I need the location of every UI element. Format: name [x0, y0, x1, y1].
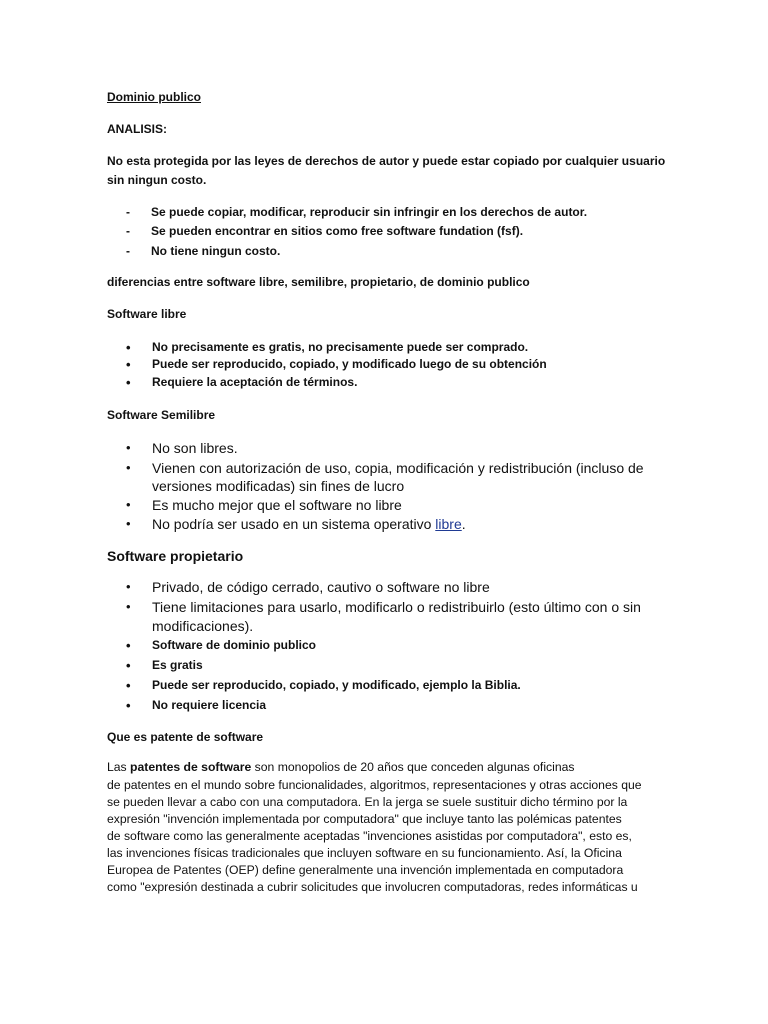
bullet-marker: •	[126, 678, 131, 693]
dominio-item-text: Puede ser reproducido, copiado, y modificado, ejemplo la Biblia.	[152, 678, 521, 692]
libre-item-text: Puede ser reproducido, copiado, y modificado luego de su obtención	[152, 357, 547, 371]
bullet-marker: •	[126, 516, 131, 531]
dominio-item-text: No requiere licencia	[152, 698, 267, 712]
semilibre-item-text: Es mucho mejor que el software no libre	[152, 497, 402, 513]
bullet-marker: •	[126, 357, 131, 372]
bullet-marker: •	[126, 658, 131, 673]
analysis-heading: ANALISIS:	[107, 122, 167, 136]
dominio-item-text: Es gratis	[152, 658, 203, 672]
semilibre-item-text: No son libres.	[152, 440, 238, 456]
dash-item-text: No tiene ningun costo.	[151, 244, 281, 258]
semilibre-item-text: No podría ser usado en un sistema operativo	[152, 516, 436, 532]
patente-line: las invenciones físicas tradicionales que incluyen software en su funcionamiento. Así, la Oficina	[107, 846, 622, 860]
intro-line-2: sin ningun costo.	[107, 173, 207, 187]
propietario-heading: Software propietario	[107, 548, 244, 564]
patente-start: Las	[107, 760, 131, 774]
patente-line: Europea de Patentes (OEP) define generalmente una invención implementada en computadora	[107, 863, 624, 877]
bullet-marker: •	[126, 599, 131, 614]
patente-heading: Que es patente de software	[107, 730, 264, 744]
differences-heading: diferencias entre software libre, semilibre, propietario, de dominio publico	[107, 275, 530, 289]
libre-item-text: Requiere la aceptación de términos.	[152, 375, 358, 389]
patente-bold-term: patentes de software	[130, 760, 252, 774]
dash-marker: -	[126, 224, 130, 238]
libre-heading: Software libre	[107, 307, 187, 321]
semilibre-item-text: Vienen con autorización de uso, copia, modificación y redistribución (incluso de	[152, 460, 644, 476]
libre-link[interactable]: libre	[435, 516, 462, 532]
bullet-marker: •	[126, 460, 131, 475]
dash-marker: -	[126, 244, 130, 258]
libre-item-text: No precisamente es gratis, no precisamente puede ser comprado.	[152, 340, 529, 354]
dash-item-text: Se pueden encontrar en sitios como free software fundation (fsf).	[151, 224, 524, 238]
semilibre-heading: Software Semilibre	[107, 408, 216, 422]
dominio-item-text: Software de dominio publico	[152, 638, 317, 652]
semilibre-item-text: versiones modificadas) sin fines de lucro	[152, 478, 405, 494]
patente-first-line	[107, 760, 574, 774]
bullet-marker: •	[126, 698, 131, 713]
bullet-marker: •	[126, 579, 131, 594]
intro-line-1: No esta protegida por las leyes de derechos de autor y puede estar copiado por cualquier usuario	[107, 154, 666, 168]
patente-line: se pueden llevar a cabo con una computadora. En la jerga se suele sustituir dicho término por la	[107, 795, 628, 809]
document-title: Dominio publico	[107, 90, 201, 104]
dash-item-text: Se puede copiar, modificar, reproducir sin infringir en los derechos de autor.	[151, 205, 588, 219]
propietario-item-text: Privado, de código cerrado, cautivo o software no libre	[152, 579, 490, 595]
patente-rest: son monopolios de 20 años que conceden algunas oficinas	[251, 760, 575, 774]
bullet-marker: •	[126, 638, 131, 653]
bullet-marker: •	[126, 375, 131, 390]
patente-line: expresión "invención implementada por computadora" que incluye tanto las polémicas patentes	[107, 812, 622, 826]
bullet-marker: •	[126, 440, 131, 455]
patente-line: de patentes en el mundo sobre funcionalidades, algoritmos, representaciones y otras acciones que	[107, 778, 642, 792]
link-period: .	[461, 516, 466, 532]
bullet-marker: •	[126, 497, 131, 512]
patente-line: como "expresión destinada a cubrir solicitudes que involucren computadoras, redes informáticas u	[107, 880, 638, 894]
patente-line: de software como las generalmente aceptadas "invenciones asistidas por computadora", esto es,	[107, 829, 632, 843]
bullet-marker: •	[126, 340, 131, 355]
semilibre-item-text-with-link	[152, 516, 466, 532]
dash-marker: -	[126, 205, 130, 219]
propietario-item-text: Tiene limitaciones para usarlo, modificarlo o redistribuirlo (esto último con o sin	[152, 599, 641, 615]
propietario-item-text: modificaciones).	[152, 618, 254, 634]
